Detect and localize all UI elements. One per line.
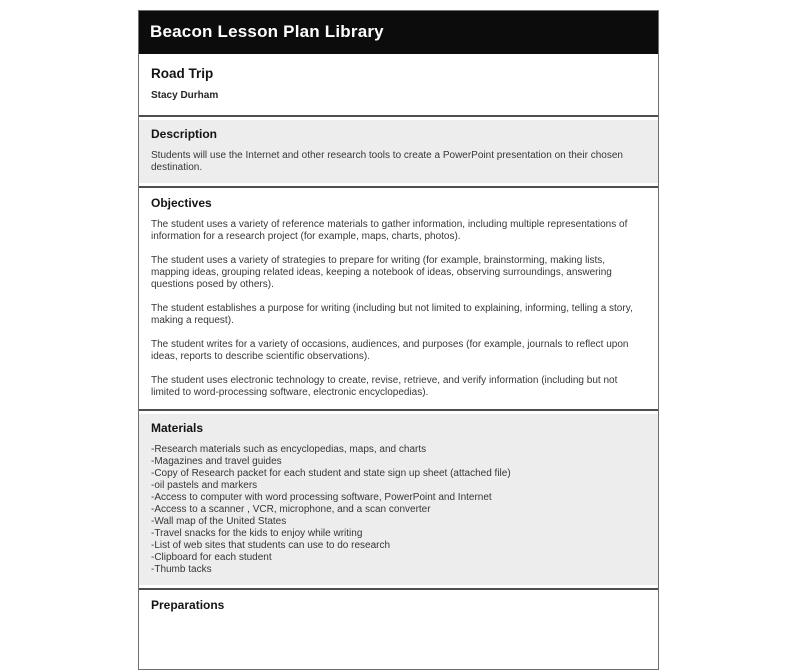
lesson-author: Stacy Durham [151,90,219,101]
preparations-heading: Preparations [151,598,225,612]
lesson-plan-document [138,10,659,670]
material-item: -List of web sites that students can use to do research [151,540,391,551]
site-title: Beacon Lesson Plan Library [150,22,384,41]
objective-paragraph: The student uses a variety of reference materials to gather information, including multiple representations of information for a research project (for example, maps, charts, photos). [151,219,628,242]
material-item: -Wall map of the United States [151,516,287,527]
objective-paragraph: The student writes for a variety of occasions, audiences, and purposes (for example, journals to reflect upon ideas, reports to describe scientific observations). [151,339,629,362]
section-preparations [139,588,658,631]
material-item: -Clipboard for each student [151,552,272,563]
material-item: -oil pastels and markers [151,480,258,491]
material-item: -Research materials such as encyclopedias, maps, and charts [151,444,427,455]
objectives-heading: Objectives [151,196,212,210]
section-materials [139,409,658,588]
objective-paragraph: The student establishes a purpose for writing (including but not limited to explaining, informing, telling a story, making a request). [151,303,633,326]
site-header-bar [139,11,658,54]
materials-heading: Materials [151,421,204,435]
objective-paragraph: The student uses electronic technology to create, revise, retrieve, and verify information (including but not limited to word-processing software, electronic encyclopedias). [151,375,618,398]
lesson-title-block [139,54,658,115]
description-heading: Description [151,127,218,141]
material-item: -Access to computer with word processing software, PowerPoint and Internet [151,492,492,503]
lesson-title: Road Trip [151,66,214,81]
section-objectives [139,186,658,409]
material-item: -Copy of Research packet for each student and state sign up sheet (attached file) [151,468,511,479]
material-item: -Travel snacks for the kids to enjoy while writing [151,528,363,539]
material-item: -Access to a scanner , VCR, microphone, and a scan converter [151,504,431,515]
material-item: -Thumb tacks [151,564,212,575]
material-item: -Magazines and travel guides [151,456,282,467]
description-text: Students will use the Internet and other research tools to create a PowerPoint presentation on their chosen destination. [151,150,623,173]
section-description [139,115,658,186]
objective-paragraph: The student uses a variety of strategies to prepare for writing (for example, brainstorming, making lists, mapping ideas, grouping related ideas, keeping a notebook of ideas, observing surroundings, answering questions posed by others). [151,255,612,290]
